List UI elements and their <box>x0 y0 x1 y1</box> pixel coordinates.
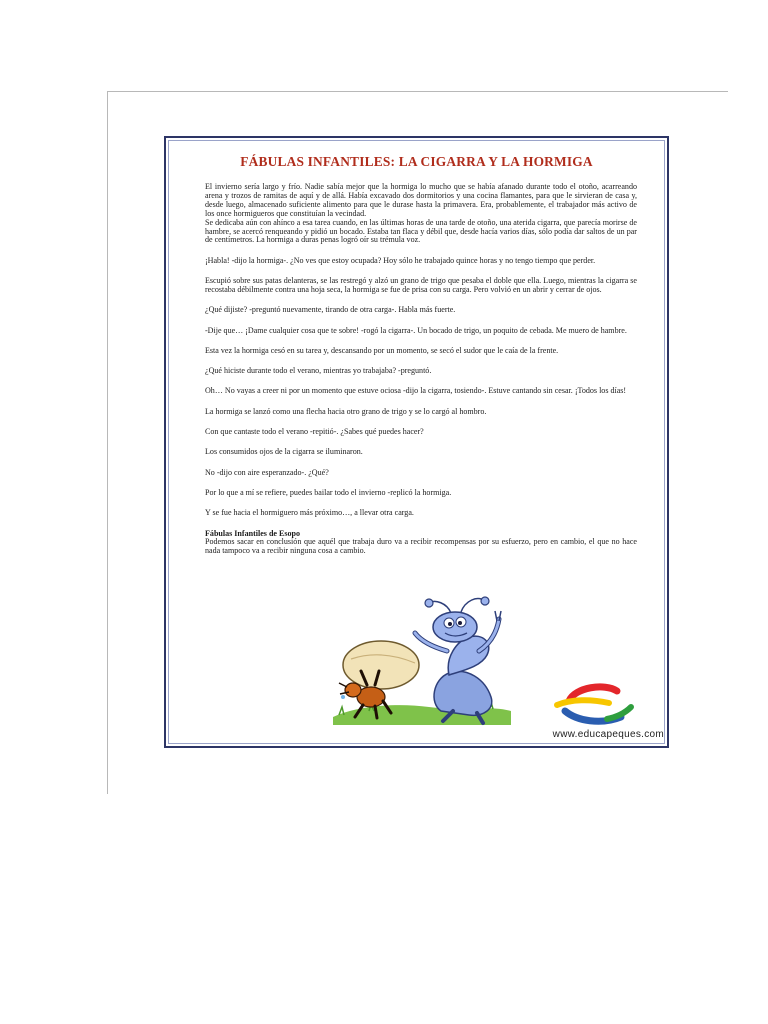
story-paragraph: -Dije que… ¡Dame cualquier cosa que te sobre! -rogó la cigarra-. Un bocado de trigo, un poquito de cebada. Me muero de hambre. <box>205 325 627 335</box>
source-heading: Fábulas Infantiles de Esopo <box>205 528 301 538</box>
story-paragraph: Con que cantaste todo el verano -repitió-. ¿Sabes qué puedes hacer? <box>205 427 424 437</box>
page-border-left <box>107 91 108 794</box>
story-paragraph: La hormiga se lanzó como una flecha hacia otro grano de trigo y se lo cargó al hombro. <box>205 406 487 416</box>
story-paragraph: Escupió sobre sus patas delanteras, se las restregó y alzó un grano de trigo que pesaba el doble que ella. Luego, mientras la cigarra se recostaba débilmente contra una hoja seca, la hormiga se fue de prisa con su carga. Pero volvió en un abrir y cerrar de ojos. <box>205 276 637 294</box>
story-paragraph: Esta vez la hormiga cesó en su tarea y, descansando por un momento, se secó el sudor que le caía de la frente. <box>205 345 559 355</box>
story-paragraph: ¿Qué dijiste? -preguntó nuevamente, tirando de otra carga-. Habla más fuerte. <box>205 305 456 315</box>
educapeques-logo <box>551 681 637 727</box>
story-paragraph: Por lo que a mí se refiere, puedes bailar todo el invierno -replicó la hormiga. <box>205 487 452 497</box>
moral-paragraph: Podemos sacar en conclusión que aquél que trabaja duro va a recibir recompensas por su esfuerzo, pero en cambio, el que no hace nada tampoco va a recibir ninguna cosa a cambio. <box>205 537 637 556</box>
story-paragraph: ¡Habla! -dijo la hormiga-. ¿No ves que estoy ocupada? Hoy sólo he trabajado quince horas y no tengo tiempo que perder. <box>205 255 596 265</box>
story-paragraph: Los consumidos ojos de la cigarra se iluminaron. <box>205 447 363 457</box>
story-paragraph: No -dijo con aire esperanzado-. ¿Qué? <box>205 467 329 477</box>
cicada-character <box>415 597 501 723</box>
story-paragraph: El invierno sería largo y frío. Nadie sabía mejor que la hormiga lo mucho que se había afanado durante todo el otoño, acarreando arena y trozos de ramitas de aquí y de allá. Había excavado dos dormitorios y una cocina flamantes, para que le sirvieran de casa y, desde luego, almacenado suficiente alimento para que le durase hasta la primavera. Era, probablemente, el trabajador más activo de los once hormigueros que constituían la vecindad. <box>205 182 637 218</box>
grain-sack <box>343 641 419 689</box>
story-paragraph: Oh… No vayas a creer ni por un momento que estuve ociosa -dijo la cigarra, tosiendo-. Estuve cantando sin cesar. ¡Todos los días! <box>205 386 627 396</box>
fable-title: FÁBULAS INFANTILES: LA CIGARRA Y LA HORMIGA <box>240 154 593 169</box>
fable-card <box>164 136 669 748</box>
story-paragraph: Se dedicaba aún con ahínco a esa tarea cuando, en las últimas horas de una tarde de otoño, una aterida cigarra, que parecía morirse de hambre, se acercó renqueando y pidió un bocado. Estaba tan flaca y débil que, desde hacía varios días, sólo podía dar saltos de un par de centímetros. La hormiga a duras penas logró oír su trémula voz. <box>205 217 637 245</box>
story-paragraph: Y se fue hacia el hormiguero más próximo…, a llevar otra carga. <box>205 508 414 518</box>
story-paragraph: ¿Qué hiciste durante todo el verano, mientras yo trabajaba? -preguntó. <box>205 366 432 376</box>
site-url[interactable]: www.educapeques.com <box>552 729 664 740</box>
fable-text <box>205 183 637 556</box>
ant-and-cicada-illustration <box>329 593 514 728</box>
page-border-top <box>107 91 728 92</box>
